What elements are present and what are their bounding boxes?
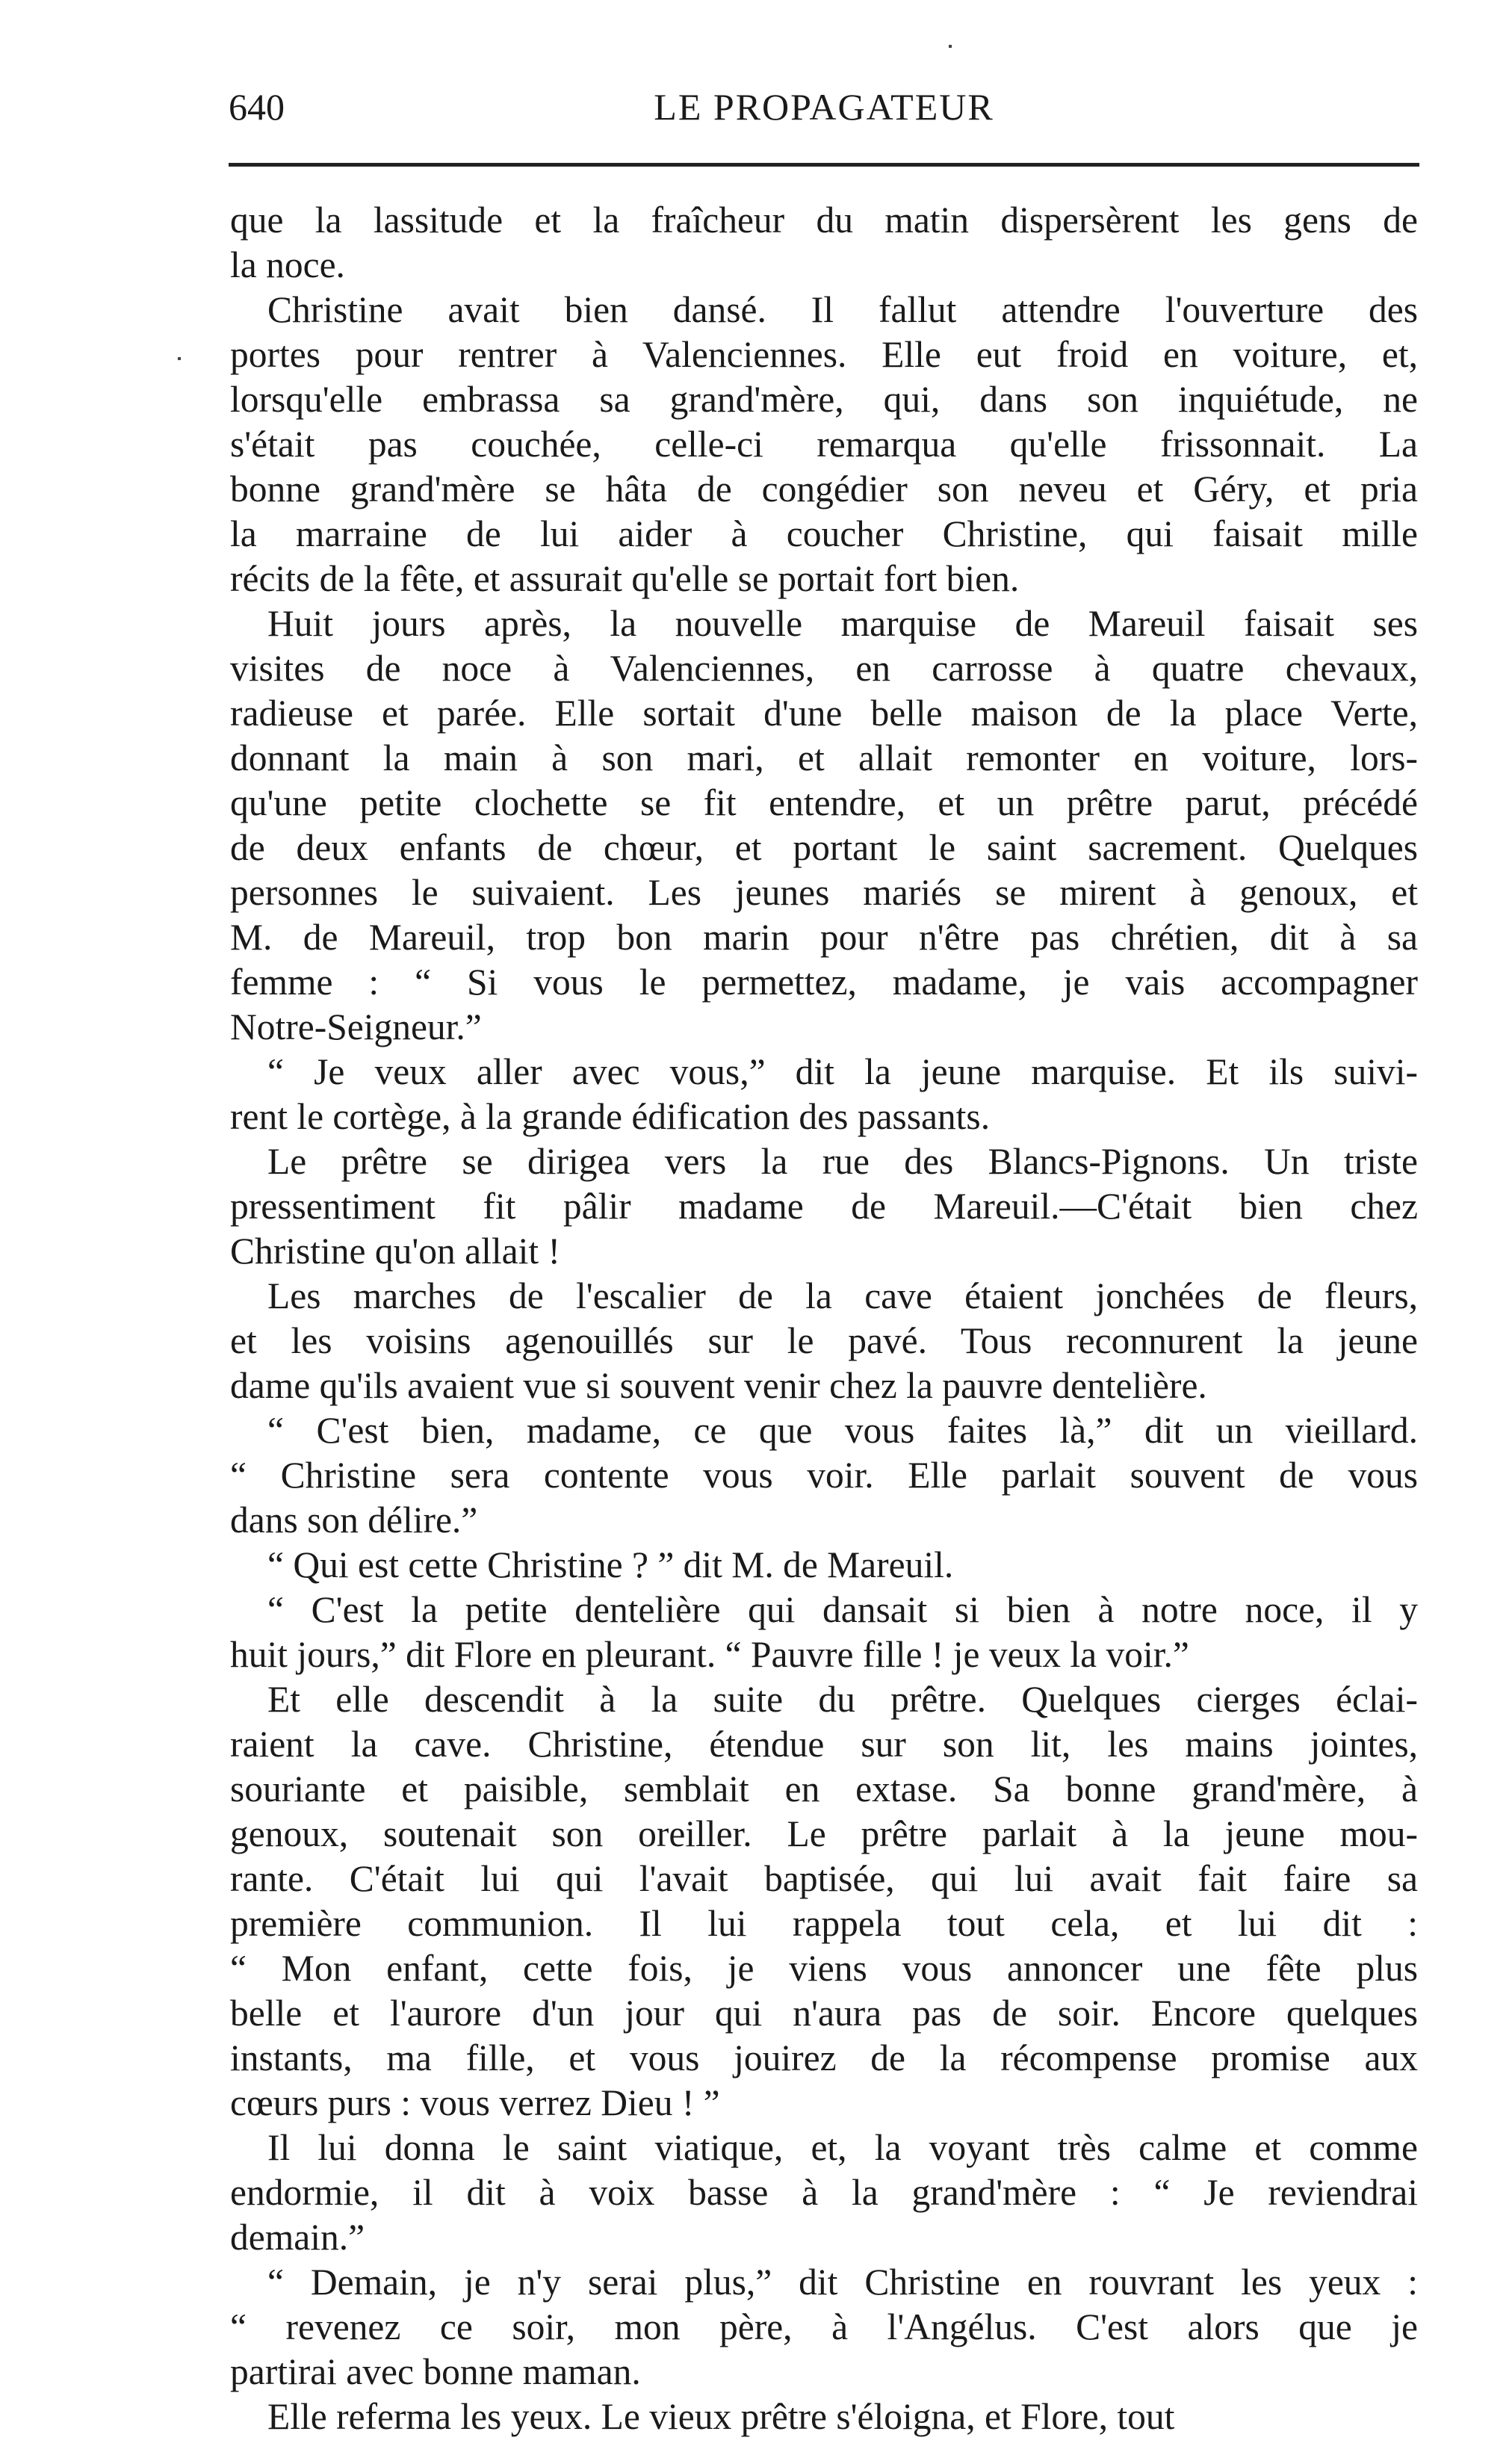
text-line: “ Qui est cette Christine ? ” dit M. de Mareuil. bbox=[267, 1544, 954, 1585]
text-line: de deux enfants de chœur, et portant le saint sacrement. Quelques bbox=[230, 827, 1418, 868]
text-line: “ Christine sera contente vous voir. Elle parlait souvent de vous bbox=[230, 1455, 1418, 1496]
text-line: pressentiment fit pâlir madame de Mareuil.—C'était bien chez bbox=[230, 1186, 1418, 1227]
text-line: et les voisins agenouillés sur le pavé. Tous reconnurent la jeune bbox=[230, 1320, 1418, 1361]
text-line: dame qu'ils avaient vue si souvent venir chez la pauvre dentelière. bbox=[230, 1365, 1207, 1406]
text-line: belle et l'aurore d'un jour qui n'aura pas de soir. Encore quelques bbox=[230, 1993, 1418, 2034]
text-line: femme : “ Si vous le permettez, madame, je vais accompagner bbox=[230, 962, 1418, 1003]
text-line: radieuse et parée. Elle sortait d'une belle maison de la place Verte, bbox=[230, 693, 1418, 734]
text-line: lorsqu'elle embrassa sa grand'mère, qui, dans son inquiétude, ne bbox=[230, 379, 1418, 420]
text-line: s'était pas couchée, celle-ci remarqua qu'elle frissonnait. La bbox=[230, 424, 1418, 465]
text-line: que la lassitude et la fraîcheur du matin dispersèrent les gens de bbox=[230, 199, 1418, 241]
page-header bbox=[229, 81, 1419, 133]
header-rule bbox=[229, 163, 1419, 167]
text-line: souriante et paisible, semblait en extase. Sa bonne grand'mère, à bbox=[230, 1768, 1418, 1810]
text-line: Christine qu'on allait ! bbox=[230, 1230, 560, 1272]
stray-mark bbox=[178, 357, 181, 360]
text-line: M. de Mareuil, trop bon marin pour n'être pas chrétien, dit à sa bbox=[230, 917, 1418, 958]
page-body-text bbox=[230, 198, 1418, 2439]
text-line: Le prêtre se dirigea vers la rue des Blancs-Pignons. Un triste bbox=[267, 1141, 1418, 1182]
text-line: “ C'est bien, madame, ce que vous faites là,” dit un vieillard. bbox=[267, 1410, 1418, 1451]
text-line: Huit jours après, la nouvelle marquise de Mareuil faisait ses bbox=[267, 603, 1418, 644]
text-line: portes pour rentrer à Valenciennes. Elle eut froid en voiture, et, bbox=[230, 334, 1418, 375]
text-line: cœurs purs : vous verrez Dieu ! ” bbox=[230, 2082, 720, 2123]
text-line: bonne grand'mère se hâta de congédier son neveu et Géry, et pria bbox=[230, 468, 1418, 510]
text-line: Et elle descendit à la suite du prêtre. Quelques cierges éclai- bbox=[267, 1679, 1418, 1720]
text-line: endormie, il dit à voix basse à la grand'mère : “ Je reviendrai bbox=[230, 2172, 1418, 2213]
text-line: dans son délire.” bbox=[230, 1499, 478, 1541]
text-line: récits de la fête, et assurait qu'elle se portait fort bien. bbox=[230, 558, 1020, 599]
text-line: huit jours,” dit Flore en pleurant. “ Pauvre fille ! je veux la voir.” bbox=[230, 1634, 1189, 1675]
text-line: “ revenez ce soir, mon père, à l'Angélus. C'est alors que je bbox=[230, 2306, 1418, 2347]
text-line: “ C'est la petite dentelière qui dansait si bien à notre noce, il y bbox=[267, 1589, 1418, 1630]
text-line: la noce. bbox=[230, 244, 345, 285]
text-line: “ Mon enfant, cette fois, je viens vous annoncer une fête plus bbox=[230, 1948, 1418, 1989]
text-line: demain.” bbox=[230, 2217, 365, 2258]
page-number: 640 bbox=[229, 86, 285, 128]
text-line: donnant la main à son mari, et allait remonter en voiture, lors- bbox=[230, 737, 1418, 778]
text-line: Christine avait bien dansé. Il fallut attendre l'ouverture des bbox=[267, 289, 1418, 330]
text-line: personnes le suivaient. Les jeunes mariés se mirent à genoux, et bbox=[230, 872, 1418, 913]
running-head-title: LE PROPAGATEUR bbox=[654, 86, 994, 128]
text-line: partirai avec bonne maman. bbox=[230, 2351, 641, 2392]
text-line: rante. C'était lui qui l'avait baptisée, qui lui avait fait faire sa bbox=[230, 1858, 1418, 1899]
text-line: “ Je veux aller avec vous,” dit la jeune marquise. Et ils suivi- bbox=[267, 1051, 1418, 1092]
text-line: visites de noce à Valenciennes, en carrosse à quatre chevaux, bbox=[230, 648, 1418, 689]
text-line: instants, ma fille, et vous jouirez de la récompense promise aux bbox=[230, 2037, 1418, 2078]
stray-mark bbox=[949, 45, 952, 48]
text-line: “ Demain, je n'y serai plus,” dit Christine en rouvrant les yeux : bbox=[267, 2262, 1418, 2303]
text-line: Notre-Seigneur.” bbox=[230, 1006, 482, 1047]
text-line: la marraine de lui aider à coucher Christine, qui faisait mille bbox=[230, 513, 1418, 554]
text-line: première communion. Il lui rappela tout cela, et lui dit : bbox=[230, 1903, 1418, 1944]
text-line: qu'une petite clochette se fit entendre, et un prêtre parut, précédé bbox=[230, 782, 1418, 823]
text-line: Il lui donna le saint viatique, et, la voyant très calme et comme bbox=[267, 2127, 1418, 2168]
text-line: rent le cortège, à la grande édification des passants. bbox=[230, 1096, 991, 1137]
text-line: Les marches de l'escalier de la cave étaient jonchées de fleurs, bbox=[267, 1275, 1418, 1316]
text-line: raient la cave. Christine, étendue sur son lit, les mains jointes, bbox=[230, 1724, 1418, 1765]
text-line: genoux, soutenait son oreiller. Le prêtre parlait à la jeune mou- bbox=[230, 1813, 1418, 1854]
text-line: Elle referma les yeux. Le vieux prêtre s'éloigna, et Flore, tout bbox=[267, 2396, 1175, 2437]
